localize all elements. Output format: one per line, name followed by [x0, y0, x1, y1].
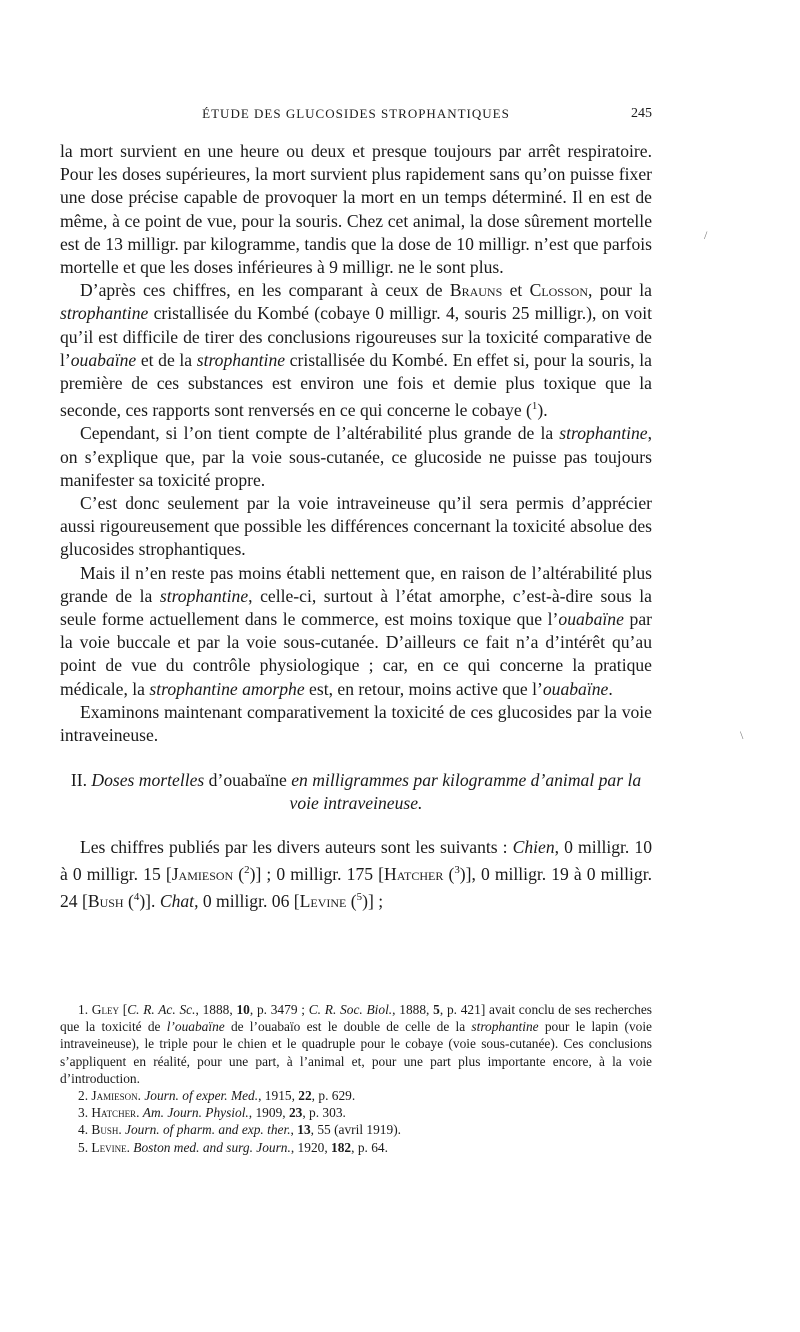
text-run: , 1909, [248, 1105, 289, 1121]
text-run: , 55 (avril 1919). [310, 1122, 402, 1138]
text-run: . [118, 1122, 126, 1138]
margin-mark: \ [740, 728, 744, 742]
footnote [60, 1139, 652, 1156]
text-run: Levine [91, 1139, 127, 1155]
text-run: , pour la [588, 280, 652, 301]
paragraph [60, 492, 652, 562]
text-run: ouabaïne [558, 608, 624, 629]
text-run: 5 [356, 890, 363, 903]
text-run: C. R. Ac. Sc. [127, 1002, 196, 1017]
text-run: l’ouabaïne [166, 1019, 225, 1035]
text-run: strophantine [60, 303, 149, 324]
text-run: ( [443, 863, 455, 884]
text-run: Chat [159, 890, 195, 911]
text-run: est, en retour, moins active que l’ [304, 678, 543, 699]
paragraph [60, 140, 652, 279]
text-run: 2 [244, 863, 250, 876]
paragraph [60, 701, 652, 747]
text-run: et [502, 280, 530, 301]
text-run: , 1888, [392, 1002, 434, 1017]
text-run: 5 [433, 1002, 440, 1017]
footnote [60, 1121, 652, 1138]
text-run: , p. 64. [351, 1139, 388, 1155]
text-run: cristallisée du Kombé. En effet si, pour la souris, la première de ces substances est environ une fois et demie plus toxique que la seconde, ces rapports sont renversés en ce qui concerne le cobaye ( [60, 349, 652, 421]
text-run: ( [233, 863, 245, 884]
paragraph [60, 422, 652, 492]
running-title: ÉTUDE DES GLUCOSIDES STROPHANTIQUES [202, 106, 510, 121]
text-run: ouabaïne [70, 349, 137, 370]
footnote [60, 1087, 652, 1104]
text-run: Mais il n’en reste pas moins établi nettement que, en raison de l’altérabilité plus grande de la [60, 562, 652, 606]
text-run: II. [70, 770, 92, 791]
text-run: par la voie buccale et par la voie sous-cutanée. D’ailleurs ce fait n’a d’intérêt qu’au point de vue du contrôle physiologique ; car, en ce qui concerne la pratique médicale, la [60, 608, 652, 699]
text-run: ( [346, 890, 357, 911]
footnote [60, 1104, 652, 1121]
text-run: Doses mortelles [91, 770, 205, 791]
text-run: 1 [531, 400, 538, 413]
text-run: Examinons maintenant comparativement la toxicité de ces glucosides par la voie intraveineuse. [60, 701, 652, 745]
text-run: , 1920, [290, 1139, 332, 1155]
text-run: strophantine [471, 1019, 539, 1035]
text-run: )], 0 milligr. 19 à 0 milligr. 24 [ [60, 863, 652, 911]
text-run: [ [118, 1002, 128, 1017]
text-run: 4. [78, 1122, 92, 1138]
text-run: 3. [78, 1105, 92, 1121]
text-run: Chien [512, 836, 555, 857]
text-run: d’ouabaïne [204, 770, 292, 791]
text-run: , celle-ci, surtout à l’état amorphe, c’est-à-dire sous la seule forme actuellement dans le commerce, est moins toxique que l’ [60, 585, 652, 629]
text-run: Am. Journ. Physiol. [142, 1105, 249, 1121]
text-run: Levine [299, 890, 347, 911]
text-run: Journ. of exper. Med. [144, 1088, 259, 1104]
text-run: , 1915, [258, 1088, 299, 1104]
text-run: C. R. Soc. Biol. [308, 1002, 393, 1017]
text-run: 4 [133, 890, 140, 903]
running-header [60, 106, 652, 128]
text-run: ( [123, 890, 134, 911]
text-run: Hatcher [383, 863, 444, 884]
main-text [60, 140, 652, 913]
text-run: , p. 303. [302, 1105, 346, 1121]
text-run: , 1888, [195, 1002, 237, 1017]
text-run: ). [537, 400, 548, 421]
text-run: en milligrammes par kilogramme d’animal par la voie intraveineuse. [289, 770, 642, 814]
text-run: et de la [136, 349, 197, 370]
text-run: 23 [288, 1105, 303, 1121]
text-run: Jamieson [171, 863, 234, 884]
text-run: . [137, 1088, 145, 1104]
paragraph [60, 562, 652, 701]
text-run: Hatcher [91, 1105, 137, 1121]
text-run: Gley [91, 1002, 119, 1017]
text-run: Les chiffres publiés par les divers auteurs sont les suivants : [80, 836, 513, 857]
margin-mark: / [704, 228, 708, 242]
text-run: 13 [297, 1122, 311, 1138]
text-run: strophantine [159, 585, 249, 606]
text-run: strophantine [196, 349, 286, 370]
text-run: 10 [236, 1002, 250, 1017]
text-run: ouabaïne [542, 678, 609, 699]
text-run: 5. [78, 1139, 92, 1155]
text-run: Cependant, si l’on tient compte de l’altérabilité plus grande de la [80, 423, 560, 444]
text-run: Boston med. and surg. Journ. [133, 1139, 291, 1155]
text-run: . [136, 1105, 143, 1121]
text-run: 3 [454, 863, 460, 876]
footnote [60, 1001, 652, 1087]
text-run: Closson [529, 280, 588, 301]
text-run: 22 [298, 1088, 312, 1104]
text-run: Bush [91, 1122, 119, 1138]
text-run: de l’ouabaïo est le double de celle de la [224, 1019, 472, 1035]
text-run: 1. [78, 1002, 92, 1017]
text-run: Jamieson [91, 1088, 138, 1104]
text-run: C’est donc seulement par la voie intraveineuse qu’il sera permis d’apprécier aussi rigoureusement que possible les différences concernant la toxicité absolue des glucosides strophantiques. [60, 492, 652, 560]
text-run: . [608, 678, 613, 699]
text-run: . [126, 1139, 134, 1155]
text-run: , p. 629. [311, 1088, 356, 1104]
text-run: , 0 milligr. 10 à 0 milligr. 15 [ [60, 836, 652, 884]
text-run: , p. 3479 ; [249, 1002, 309, 1017]
text-run: strophantine amorphe [149, 678, 305, 699]
text-run: )] ; 0 milligr. 175 [ [249, 863, 384, 884]
text-run: pour le lapin (voie intraveineuse), le triple pour le chien et le quadruple pour le cobaye (voie sous-cutanée). Ces conclusions s’appliquent en réalité, pour une part, à l’animal et, pour une part plus importante encore, à la voie d’introduction. [60, 1019, 652, 1086]
page-number: 245 [631, 106, 652, 121]
text-run: )] ; [362, 890, 384, 911]
text-run: , [290, 1122, 298, 1138]
text-run: strophantine [559, 423, 648, 444]
paragraph [60, 279, 652, 422]
text-run: , 0 milligr. 06 [ [194, 890, 300, 911]
text-run: Brauns [449, 280, 503, 301]
text-run: )]. [139, 890, 160, 911]
paragraph [60, 836, 652, 913]
footnotes [60, 1001, 652, 1156]
text-run: Journ. of pharm. and exp. ther. [125, 1122, 291, 1138]
section-heading [60, 769, 652, 815]
text-run: , on s’explique que, par la voie sous-cutanée, ce glucoside ne puisse pas toujours manifester sa toxicité propre. [60, 423, 652, 490]
text-run: cristallisée du Kombé (cobaye 0 milligr. 4, souris 25 milligr.), on voit qu’il est difficile de tirer des conclusions rigoureuses sur la toxicité comparative de l’ [60, 303, 652, 370]
text-run: 182 [331, 1139, 352, 1155]
text-run: Bush [87, 890, 124, 911]
text-run: D’après ces chiffres, en les comparant à ceux de [80, 280, 450, 301]
text-run: , p. 421] avait conclu de ses recherches que la toxicité de [60, 1002, 652, 1035]
text-run: 2. [78, 1088, 92, 1104]
text-run: la mort survient en une heure ou deux et presque toujours par arrêt respiratoire. Pour les doses supérieures, la mort survient plus rapidement sans qu’on puisse fixer une dose précise capable de provoquer la mort en un temps déterminé. Il en est de même, à ce point de vue, pour la souris. Chez cet animal, la dose sûrement mortelle est de 13 milligr. par kilogramme, tandis que la dose de 10 milligr. n’est que parfois mortelle et que les doses inférieures à 9 milligr. ne le sont plus. [60, 141, 652, 278]
